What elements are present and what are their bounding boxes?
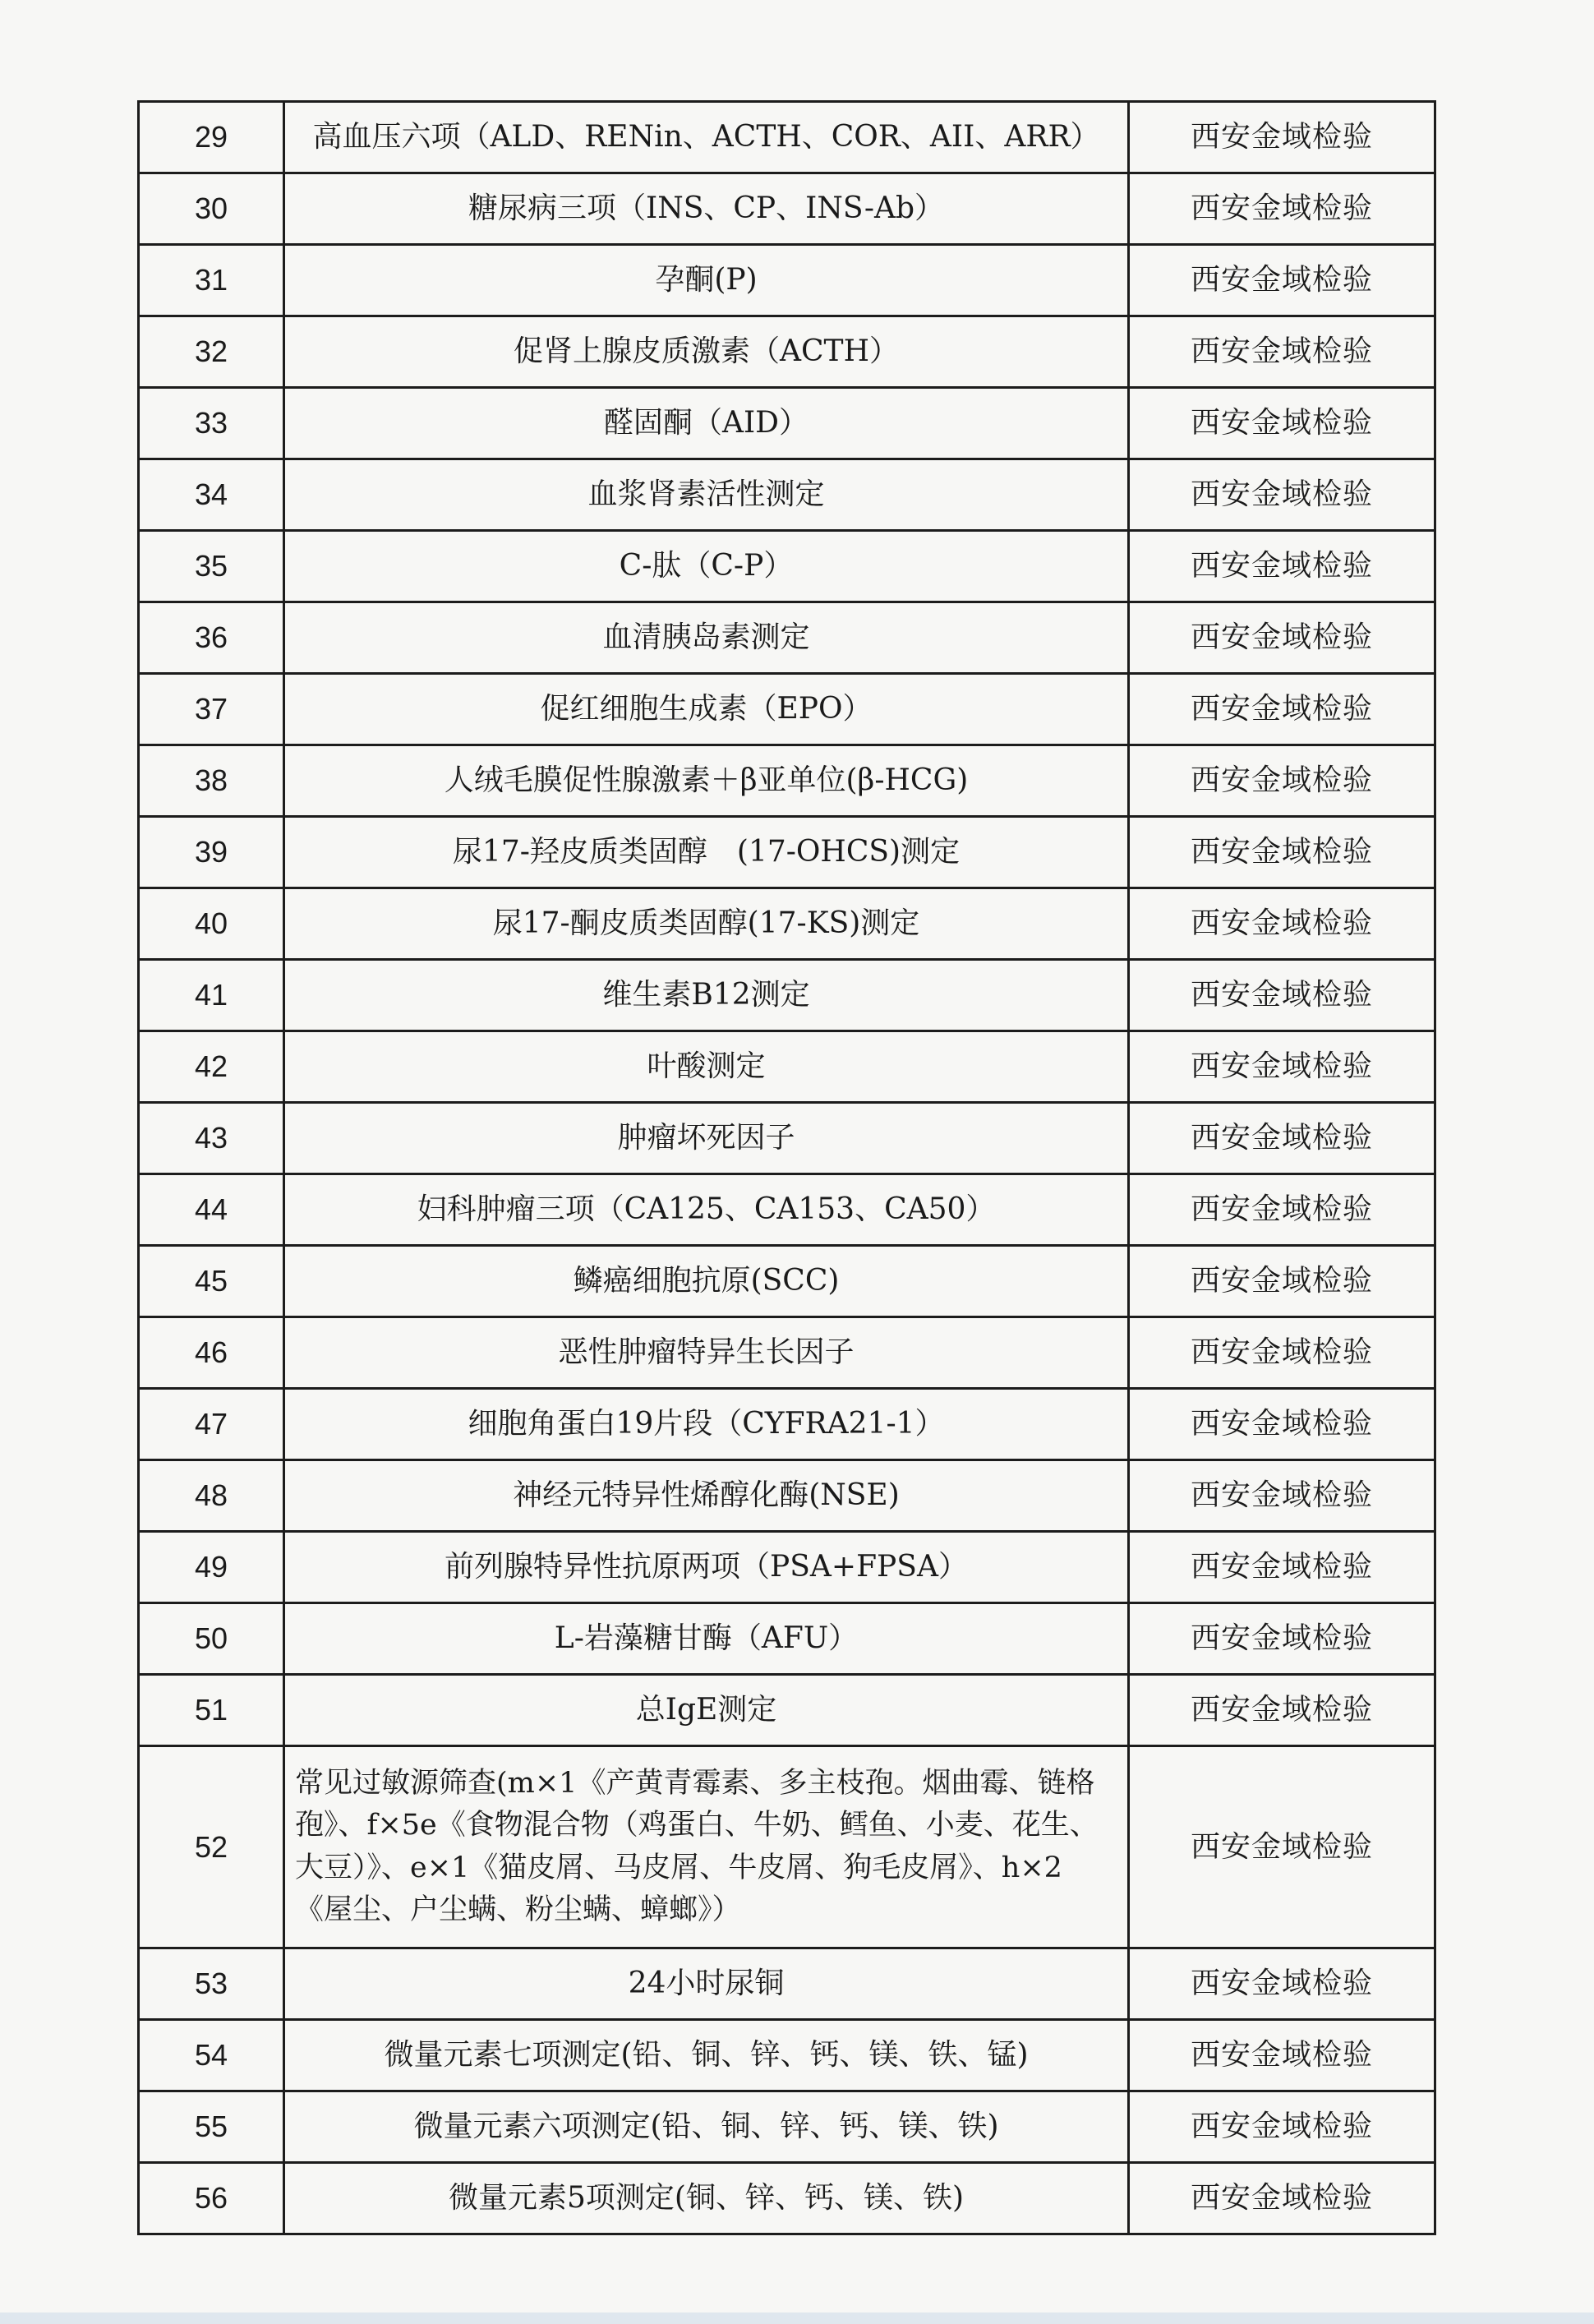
row-number: 43 (139, 1103, 284, 1174)
table-row (139, 817, 1435, 888)
table-row (139, 173, 1435, 245)
test-item-name: 24小时尿铜 (284, 1948, 1129, 2020)
exam-items-table (137, 100, 1436, 2235)
row-number: 50 (139, 1603, 284, 1675)
test-item-name: 微量元素5项测定(铜、锌、钙、镁、铁) (284, 2163, 1129, 2234)
table-row (139, 1246, 1435, 1317)
row-number: 32 (139, 316, 284, 388)
test-item-name: 尿17-羟皮质类固醇 (17-OHCS)测定 (284, 817, 1129, 888)
test-item-name: 恶性肿瘤特异生长因子 (284, 1317, 1129, 1389)
table-row (139, 1317, 1435, 1389)
row-number: 45 (139, 1246, 284, 1317)
table-row (139, 2163, 1435, 2234)
row-number: 39 (139, 817, 284, 888)
testing-lab: 西安金域检验 (1129, 1675, 1435, 1746)
testing-lab: 西安金域检验 (1129, 960, 1435, 1031)
row-number: 35 (139, 531, 284, 602)
testing-lab: 西安金域检验 (1129, 459, 1435, 531)
row-number: 49 (139, 1532, 284, 1603)
testing-lab: 西安金域检验 (1129, 888, 1435, 960)
row-number: 48 (139, 1460, 284, 1532)
table-row (139, 459, 1435, 531)
table-row (139, 2020, 1435, 2091)
testing-lab: 西安金域检验 (1129, 102, 1435, 173)
row-number: 37 (139, 674, 284, 745)
test-item-name: 促红细胞生成素（EPO） (284, 674, 1129, 745)
testing-lab: 西安金域检验 (1129, 1317, 1435, 1389)
test-item-name: 糖尿病三项（INS、CP、INS-Ab） (284, 173, 1129, 245)
table-body (139, 102, 1435, 2234)
test-item-name: 尿17-酮皮质类固醇(17-KS)测定 (284, 888, 1129, 960)
test-item-name: 促肾上腺皮质激素（ACTH） (284, 316, 1129, 388)
table-row (139, 888, 1435, 960)
table-row (139, 1746, 1435, 1948)
testing-lab: 西安金域检验 (1129, 602, 1435, 674)
test-item-name: 前列腺特异性抗原两项（PSA+FPSA） (284, 1532, 1129, 1603)
row-number: 51 (139, 1675, 284, 1746)
testing-lab: 西安金域检验 (1129, 2091, 1435, 2163)
testing-lab: 西安金域检验 (1129, 531, 1435, 602)
testing-lab: 西安金域检验 (1129, 1389, 1435, 1460)
testing-lab: 西安金域检验 (1129, 1103, 1435, 1174)
row-number: 34 (139, 459, 284, 531)
table-row (139, 1174, 1435, 1246)
testing-lab: 西安金域检验 (1129, 1246, 1435, 1317)
test-item-name: 高血压六项（ALD、RENin、ACTH、COR、AII、ARR） (284, 102, 1129, 173)
table-row (139, 1675, 1435, 1746)
test-item-name: 妇科肿瘤三项（CA125、CA153、CA50） (284, 1174, 1129, 1246)
test-item-name: 血清胰岛素测定 (284, 602, 1129, 674)
test-item-name: 血浆肾素活性测定 (284, 459, 1129, 531)
row-number: 54 (139, 2020, 284, 2091)
row-number: 41 (139, 960, 284, 1031)
testing-lab: 西安金域检验 (1129, 745, 1435, 817)
test-item-name: 叶酸测定 (284, 1031, 1129, 1103)
testing-lab: 西安金域检验 (1129, 1948, 1435, 2020)
row-number: 53 (139, 1948, 284, 2020)
testing-lab: 西安金域检验 (1129, 1031, 1435, 1103)
table-row (139, 1031, 1435, 1103)
test-item-name: 微量元素六项测定(铅、铜、锌、钙、镁、铁) (284, 2091, 1129, 2163)
test-item-name: 微量元素七项测定(铅、铜、锌、钙、镁、铁、锰) (284, 2020, 1129, 2091)
row-number: 44 (139, 1174, 284, 1246)
table-row (139, 1603, 1435, 1675)
testing-lab: 西安金域检验 (1129, 388, 1435, 459)
row-number: 55 (139, 2091, 284, 2163)
test-item-name: 人绒毛膜促性腺激素＋β亚单位(β-HCG) (284, 745, 1129, 817)
table-row (139, 1532, 1435, 1603)
scan-edge (0, 2312, 1594, 2324)
testing-lab: 西安金域检验 (1129, 2163, 1435, 2234)
testing-lab: 西安金域检验 (1129, 245, 1435, 316)
test-item-name: C-肽（C-P） (284, 531, 1129, 602)
row-number: 29 (139, 102, 284, 173)
table-row (139, 245, 1435, 316)
row-number: 42 (139, 1031, 284, 1103)
row-number: 40 (139, 888, 284, 960)
table-row (139, 1460, 1435, 1532)
row-number: 56 (139, 2163, 284, 2234)
row-number: 47 (139, 1389, 284, 1460)
table-row (139, 531, 1435, 602)
testing-lab: 西安金域检验 (1129, 1746, 1435, 1948)
test-item-name: 维生素B12测定 (284, 960, 1129, 1031)
testing-lab: 西安金域检验 (1129, 1603, 1435, 1675)
testing-lab: 西安金域检验 (1129, 316, 1435, 388)
test-item-name: 醛固酮（AID） (284, 388, 1129, 459)
row-number: 52 (139, 1746, 284, 1948)
testing-lab: 西安金域检验 (1129, 1174, 1435, 1246)
test-item-name: 常见过敏源筛查(m×1《产黄青霉素、多主枝孢。烟曲霉、链格孢》、f×5e《食物混合物（鸡蛋白、牛奶、鳕鱼、小麦、花生、大豆）》、e×1《猫皮屑、马皮屑、牛皮屑、狗毛皮屑》、h×2《屋尘、户尘螨、粉尘螨、蟑螂》） (284, 1746, 1129, 1948)
test-item-name: 孕酮(P) (284, 245, 1129, 316)
test-item-name: 细胞角蛋白19片段（CYFRA21-1） (284, 1389, 1129, 1460)
row-number: 46 (139, 1317, 284, 1389)
row-number: 33 (139, 388, 284, 459)
table-row (139, 102, 1435, 173)
testing-lab: 西安金域检验 (1129, 173, 1435, 245)
table-row (139, 1103, 1435, 1174)
table-row (139, 1389, 1435, 1460)
table-row (139, 2091, 1435, 2163)
test-item-name: 神经元特异性烯醇化酶(NSE) (284, 1460, 1129, 1532)
table-row (139, 602, 1435, 674)
row-number: 30 (139, 173, 284, 245)
testing-lab: 西安金域检验 (1129, 1532, 1435, 1603)
table-row (139, 388, 1435, 459)
row-number: 36 (139, 602, 284, 674)
testing-lab: 西安金域检验 (1129, 1460, 1435, 1532)
test-item-name: 鳞癌细胞抗原(SCC) (284, 1246, 1129, 1317)
table-row (139, 960, 1435, 1031)
row-number: 38 (139, 745, 284, 817)
test-item-name: 总IgE测定 (284, 1675, 1129, 1746)
row-number: 31 (139, 245, 284, 316)
table-row (139, 316, 1435, 388)
testing-lab: 西安金域检验 (1129, 2020, 1435, 2091)
table-row (139, 1948, 1435, 2020)
test-item-name: L-岩藻糖甘酶（AFU） (284, 1603, 1129, 1675)
test-item-name: 肿瘤坏死因子 (284, 1103, 1129, 1174)
testing-lab: 西安金域检验 (1129, 674, 1435, 745)
table-row (139, 674, 1435, 745)
testing-lab: 西安金域检验 (1129, 817, 1435, 888)
table-row (139, 745, 1435, 817)
